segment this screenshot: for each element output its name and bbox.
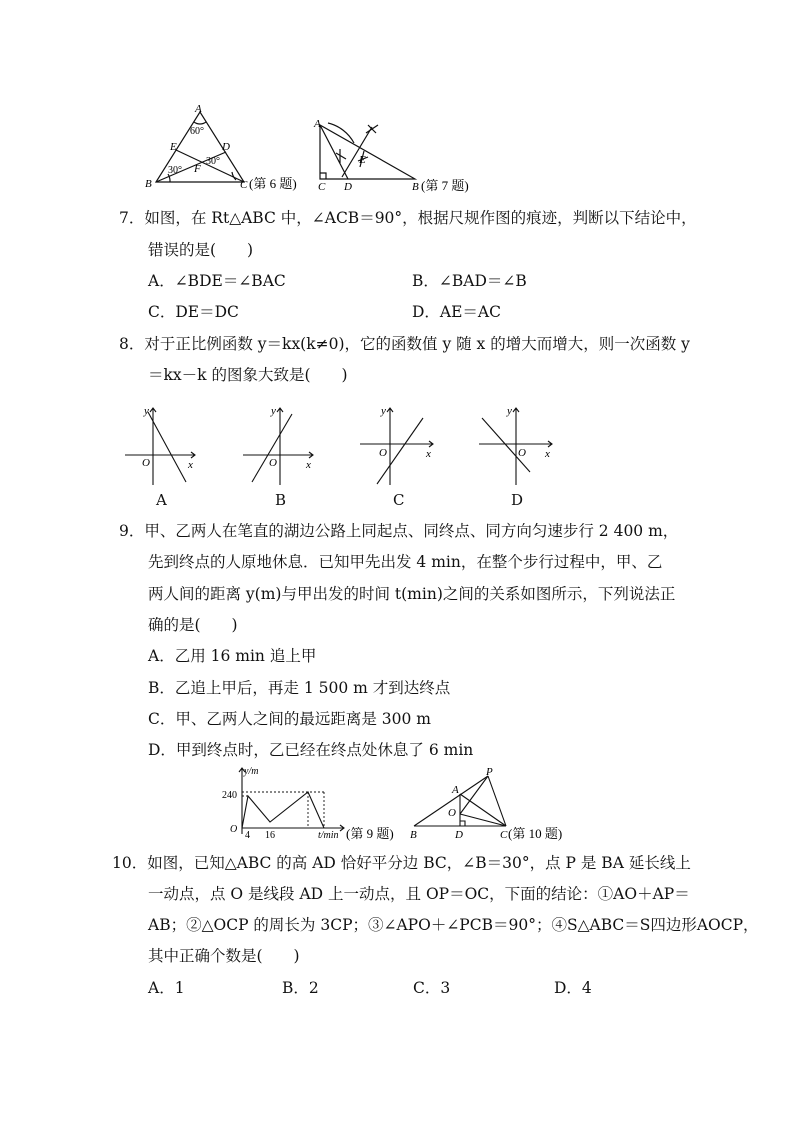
- q10-stem-line2: 一动点，点 O 是线段 AD 上一动点，且 OP＝OC，下面的结论：①AO＋AP＝: [148, 885, 690, 903]
- q10-option-c[interactable]: C．3: [413, 979, 451, 997]
- q10-option-d[interactable]: D．4: [554, 979, 592, 997]
- fig10-label-C: C: [500, 829, 508, 841]
- origin-label: O: [142, 457, 150, 469]
- figure-10: [408, 768, 588, 844]
- fig9-x16: 16: [265, 830, 275, 841]
- q10-option-a[interactable]: A．1: [148, 979, 185, 997]
- q9-stem-line1: 9．甲、乙两人在笔直的湖边公路上同起点、同终点、同方向匀速步行 2 400 m，: [119, 522, 679, 540]
- origin-label: O: [518, 447, 526, 459]
- fig6-angle-30a: 30°: [168, 165, 182, 176]
- fig7-label-A: A: [314, 118, 321, 130]
- fig6-angle-60: 60°: [190, 126, 204, 137]
- fig6-label-C: C: [240, 179, 248, 191]
- axis-y-label: y: [144, 405, 149, 417]
- q8-stem-line2: ＝kx－k 的图象大致是( ): [148, 366, 348, 384]
- q8-graph-a[interactable]: [120, 400, 210, 490]
- fig10-label-O: O: [448, 807, 456, 819]
- fig9-caption: (第 9 题): [346, 826, 394, 841]
- q9-option-a[interactable]: A．乙用 16 min 追上甲: [148, 647, 317, 665]
- fig6-caption: (第 6 题): [249, 176, 297, 191]
- q9-stem-line2: 先到终点的人原地休息．已知甲先出发 4 min，在整个步行过程中，甲、乙: [148, 553, 663, 571]
- q8-graph-c-label: C: [393, 491, 405, 509]
- axis-y-label: y: [271, 405, 276, 417]
- fig9-ylabel: y/m: [244, 766, 259, 777]
- origin-label: O: [269, 457, 277, 469]
- fig7-label-B: B: [412, 181, 419, 193]
- fig7-label-C: C: [318, 181, 326, 193]
- q7-option-a[interactable]: A．∠BDE＝∠BAC: [148, 272, 286, 290]
- fig10-label-B: B: [410, 829, 417, 841]
- axis-x-label: x: [426, 448, 431, 460]
- fig6-angle-30b: 30°: [206, 156, 220, 167]
- fig9-y240: 240: [222, 790, 237, 801]
- axis-x-label: x: [306, 459, 311, 471]
- q8-graph-d-label: D: [511, 491, 524, 509]
- figure-6: [140, 100, 310, 195]
- q9-stem-line4: 确的是( ): [148, 616, 238, 634]
- fig9-x4: 4: [245, 830, 250, 841]
- q10-option-b[interactable]: B．2: [282, 979, 319, 997]
- axis-y-label: y: [507, 405, 512, 417]
- figure-7: [310, 115, 490, 195]
- q8-graph-c[interactable]: [355, 400, 445, 490]
- axis-y-label: y: [381, 405, 386, 417]
- q7-option-d[interactable]: D．AE＝AC: [412, 303, 501, 321]
- q8-graph-a-label: A: [156, 491, 167, 509]
- q7-stem-line2: 错误的是( ): [148, 241, 254, 259]
- q9-option-d[interactable]: D．甲到终点时，乙已经在终点处休息了 6 min: [148, 741, 474, 759]
- q10-stem-line4: 其中正确个数是( ): [148, 947, 300, 965]
- fig7-caption: (第 7 题): [421, 178, 469, 193]
- fig10-label-P: P: [486, 768, 493, 778]
- fig6-label-D: D: [222, 141, 230, 153]
- axis-x-label: x: [545, 448, 550, 460]
- fig6-label-A: A: [195, 103, 202, 115]
- q10-stem-line3: AB；②△OCP 的周长为 3CP；③∠APO＋∠PCB＝90°；④S△ABC＝S四边形AOCP，: [148, 916, 759, 934]
- q8-graph-d[interactable]: [474, 400, 564, 490]
- fig6-label-B: B: [145, 178, 152, 190]
- q9-option-c[interactable]: C．甲、乙两人之间的最远距离是 300 m: [148, 710, 431, 728]
- q9-option-b[interactable]: B．乙追上甲后，再走 1 500 m 才到达终点: [148, 679, 451, 697]
- fig7-label-E: E: [359, 154, 366, 166]
- figure-9: [220, 762, 410, 842]
- fig7-label-D: D: [344, 181, 352, 193]
- origin-label: O: [379, 447, 387, 459]
- fig6-label-E: E: [170, 141, 177, 153]
- q7-option-b[interactable]: B．∠BAD＝∠B: [412, 272, 527, 290]
- axis-x-label: x: [188, 459, 193, 471]
- q8-graph-b-label: B: [275, 491, 287, 509]
- q9-stem-line3: 两人间的距离 y(m)与甲出发的时间 t(min)之间的关系如图所示，下列说法正: [148, 585, 676, 603]
- fig9-origin: O: [230, 824, 238, 835]
- q7-stem-line1: 7．如图，在 Rt△ABC 中，∠ACB＝90°，根据尺规作图的痕迹，判断以下结论中，: [119, 209, 697, 227]
- fig9-xlabel: t/min: [318, 830, 339, 841]
- q7-option-c[interactable]: C．DE＝DC: [148, 303, 239, 321]
- q8-stem-line1: 8．对于正比例函数 y＝kx(k≠0)，它的函数值 y 随 x 的增大而增大，则一次函数 y: [119, 335, 690, 353]
- q8-graph-b[interactable]: [238, 400, 328, 490]
- fig10-caption: (第 10 题): [508, 826, 563, 841]
- fig10-label-D: D: [455, 829, 463, 841]
- fig10-label-A: A: [452, 784, 459, 796]
- fig6-label-F: F: [194, 163, 201, 175]
- q10-stem-line1: 10．如图，已知△ABC 的高 AD 恰好平分边 BC，∠B＝30°，点 P 是 BA 延长线上: [112, 854, 691, 872]
